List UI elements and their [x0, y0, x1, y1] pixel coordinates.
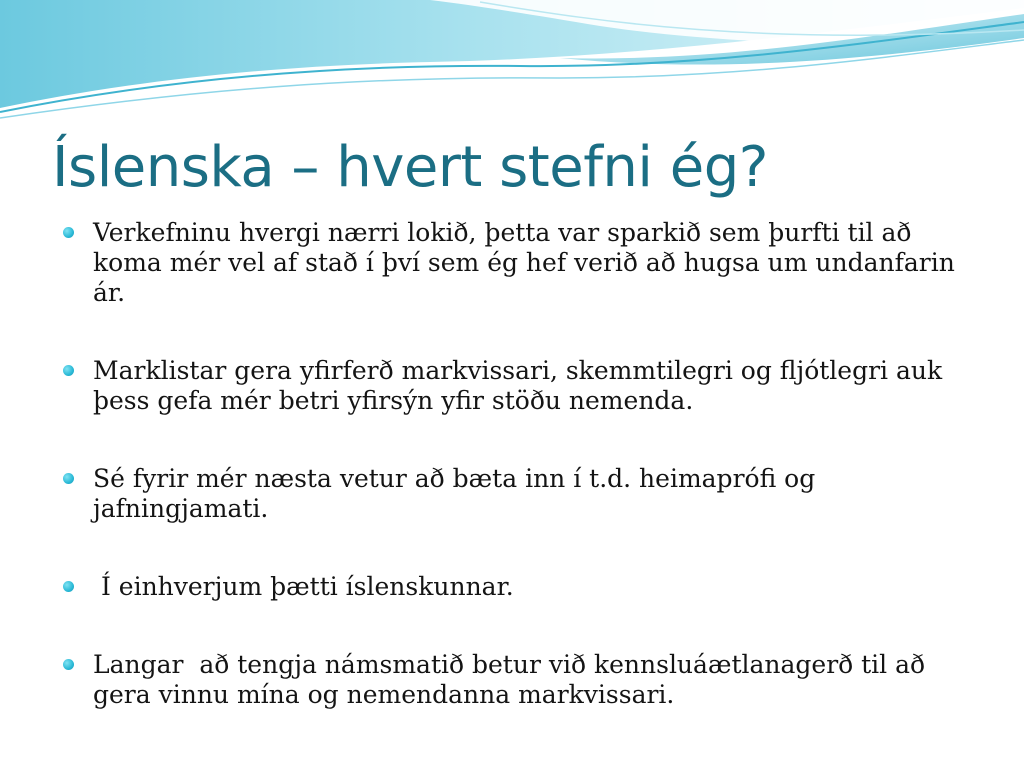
bullet-text: Verkefninu hvergi nærri lokið, þetta var sparkið sem þurfti til að koma mér vel af stað í því sem ég hef verið að hugsa um undanfarin ár. — [93, 218, 955, 307]
bullet-dot-icon — [63, 365, 74, 376]
bullet-item — [60, 650, 975, 710]
bullet-item — [60, 356, 975, 416]
bullet-dot-icon — [63, 227, 74, 238]
bullet-dot-icon — [63, 659, 74, 670]
header-wave-decoration — [0, 0, 1024, 125]
bullet-dot-icon — [63, 473, 74, 484]
bullet-text: Langar að tengja námsmatið betur við kennsluáætlanagerð til að gera vinnu mína og nemendanna markvissari. — [93, 650, 934, 709]
bullet-dot-icon — [63, 581, 74, 592]
bullet-text: Í einhverjum þætti íslenskunnar. — [93, 572, 514, 601]
bullet-list — [60, 218, 975, 710]
bullet-text: Sé fyrir mér næsta vetur að bæta inn í t.d. heimaprófi og jafningjamati. — [93, 464, 816, 523]
bullet-item — [60, 218, 975, 308]
slide-title: Íslenska – hvert stefni ég? — [52, 135, 768, 200]
bullet-item — [60, 572, 975, 602]
bullet-text: Marklistar gera yfirferð markvissari, skemmtilegri og fljótlegri auk þess gefa mér betri yfirsýn yfir stöðu nemenda. — [93, 356, 943, 415]
bullet-item — [60, 464, 975, 524]
